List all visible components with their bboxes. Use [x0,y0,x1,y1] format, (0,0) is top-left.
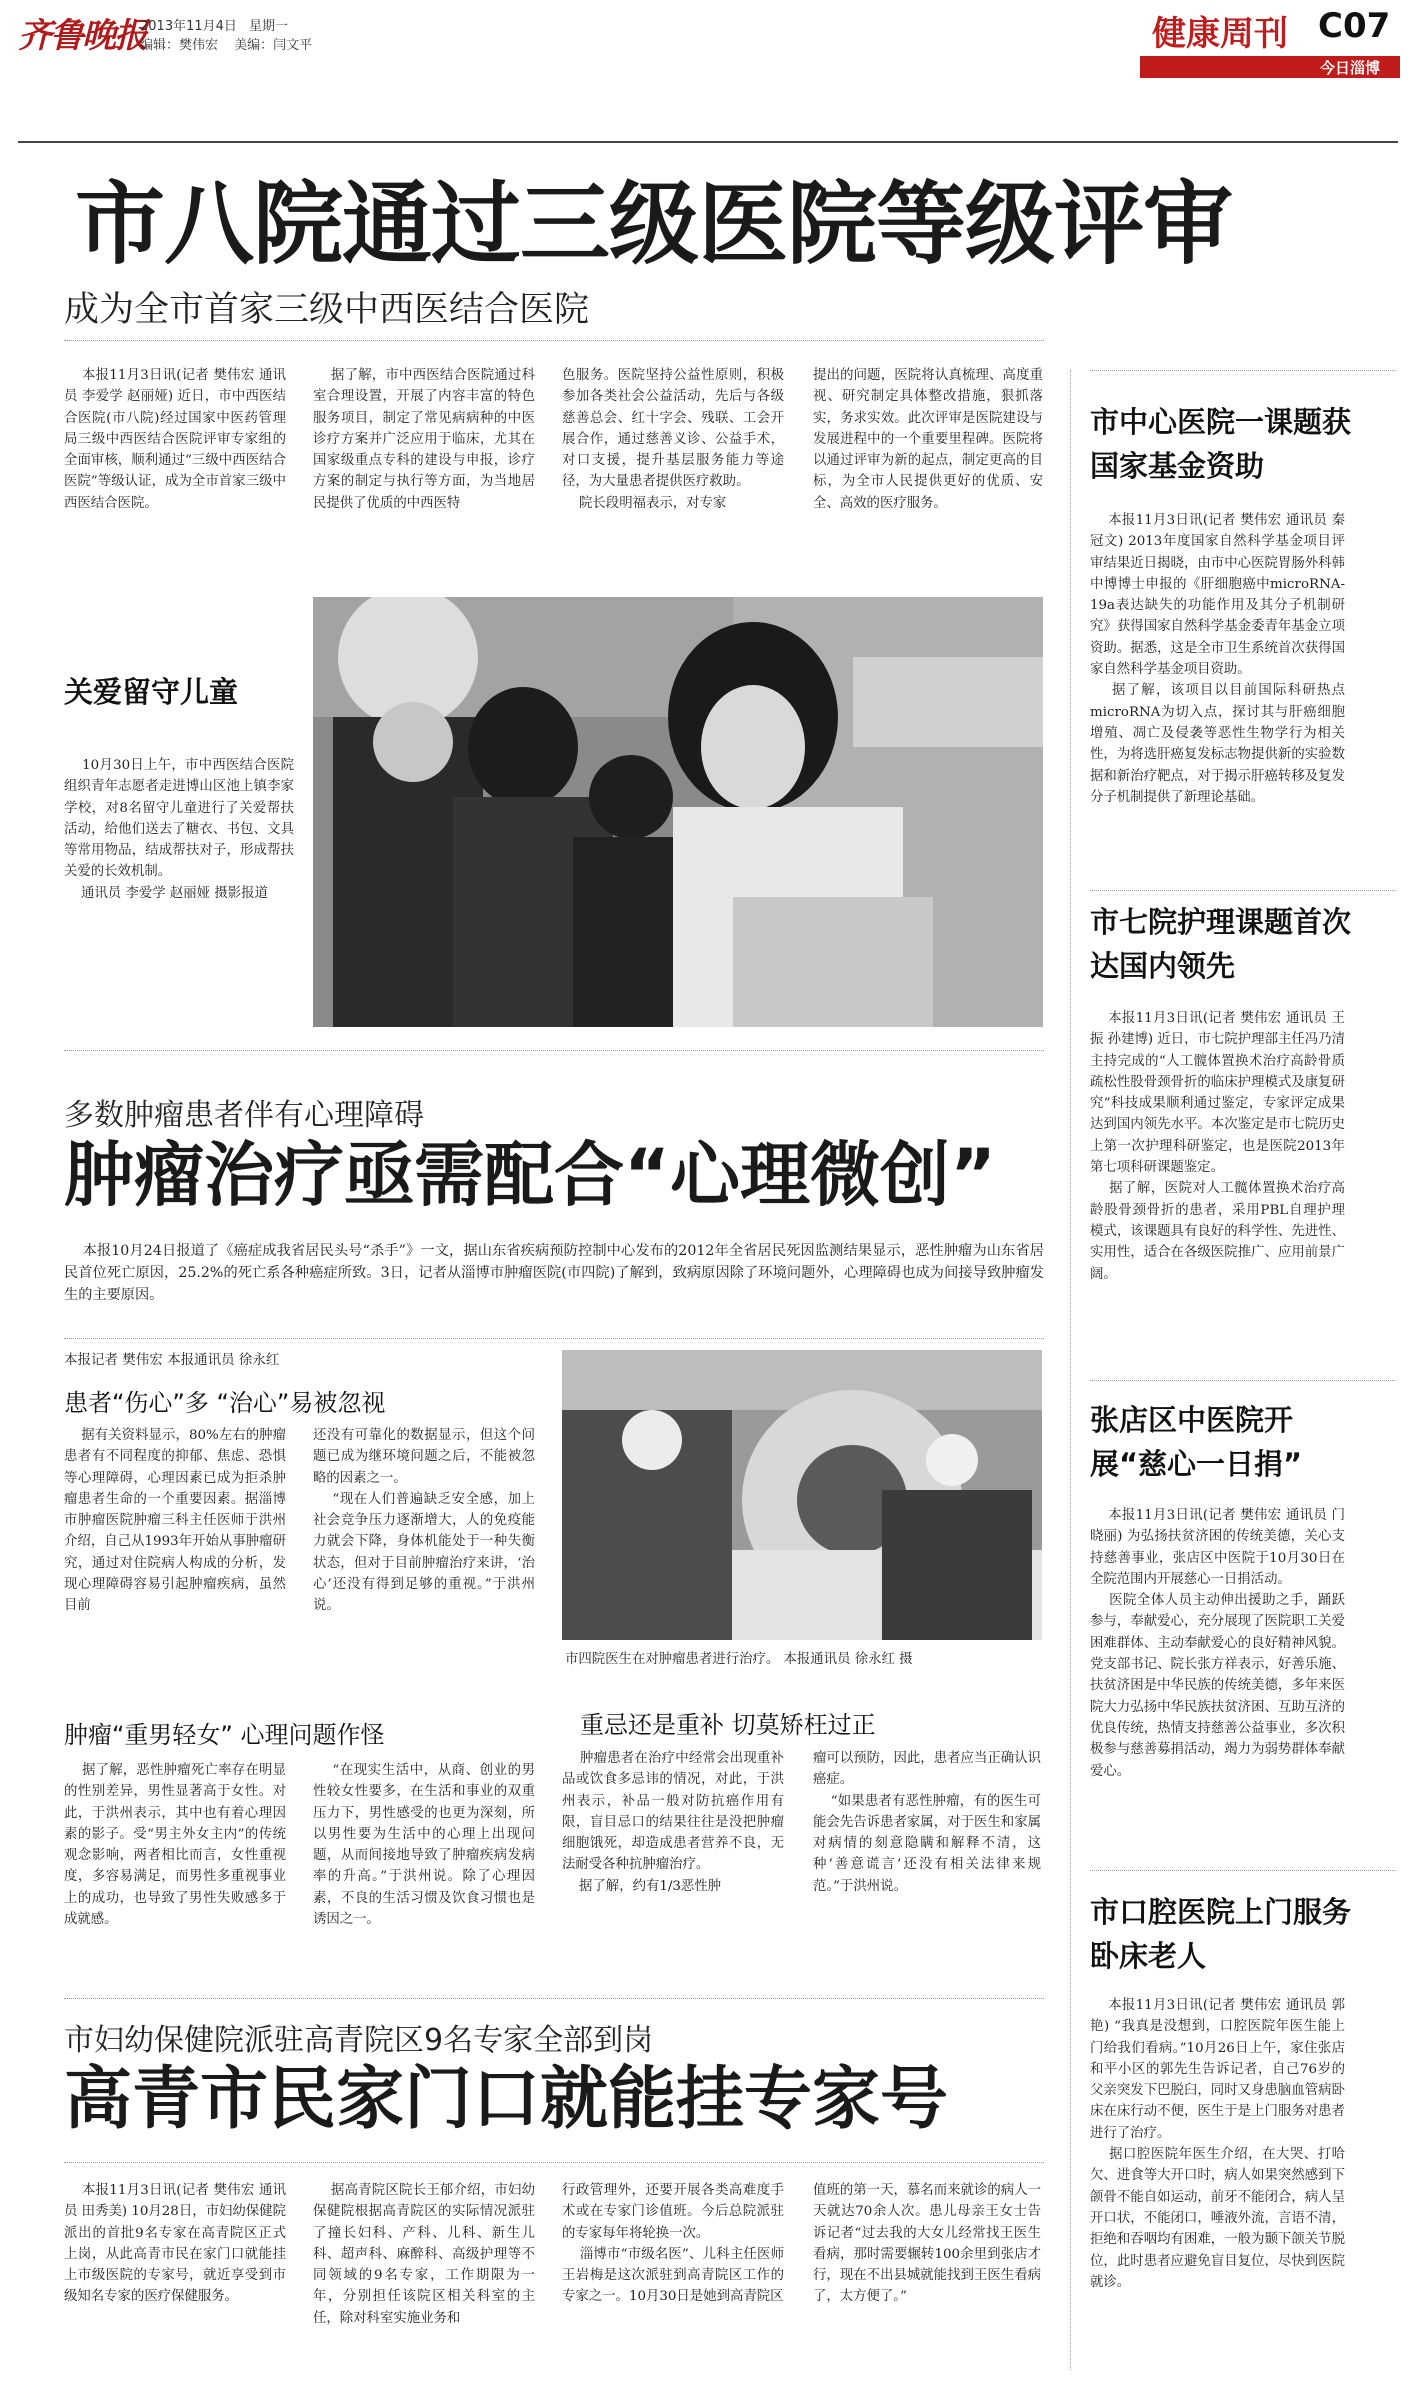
tumor-sub1-col-1: 据有关资料显示，80%左右的肿瘤患者有不同程度的抑郁、焦虑、恐惧等心理障碍，心理因素已成为拒杀肿瘤患者生命的一个重要因素。据淄博市肿瘤医院肿瘤三科主任医师于洪州介绍，自己从1993年开始从事肿瘤研究，通过对住院病人构成的分析，发现心理障碍容易引起肿瘤疾病，虽然目前 [64,1428,286,1614]
issue-date [140,15,288,34]
tumor-subhead-2: 肿瘤“重男轻女” 心理问题作怪 [64,1721,385,1749]
gaoqing-top-rule [64,1998,1044,1999]
masthead-logo: 齐鲁晚报 [18,16,146,56]
section-title: 健康周刊 [1152,14,1288,54]
issue-staff [140,34,312,53]
lead-col-2: 据了解，市中西医结合医院通过科室合理设置，开展了内容丰富的特色服务项目，制定了常见病病种的中医诊疗方案并广泛应用于临床，尤其在国家级重点专科的建设与申报，诊疗方案的制定与执行等方面，为当地居民提供了优质的中西医特 [313,368,535,511]
tumor-subhead-3: 重忌还是重补 切莫矫枉过正 [580,1711,876,1739]
sidebar-title-3: 张店区中医院开展“慈心一日捐” [1090,1403,1303,1481]
photo-illustration [313,597,1043,1027]
tumor-intro-rule [64,1338,1044,1339]
children-care-photo [313,597,1043,1027]
tumor-subhead-1: 患者“伤心”多 “治心”易被忽视 [64,1389,386,1417]
tumor-photo [562,1350,1042,1640]
tumor-photo-caption: 市四院医生在对肿瘤患者进行治疗。 本报通讯员 徐永红 摄 [565,1652,913,1667]
sidebar-title-1: 市中心医院一课题获国家基金资助 [1090,405,1352,483]
tumor-kicker: 多数肿瘤患者伴有心理障碍 [64,1098,424,1133]
lead-headline: 市八院通过三级医院等级评审 [75,172,1232,277]
sidebar-rule-2 [1090,890,1395,891]
children-care-title: 关爱留守儿童 [64,675,239,709]
gaoqing-col-3: 行政管理外，还要开展各类高难度手术或在专家门诊值班。今后总院派驻的专家每年将轮换一次。 淄博市“市级名医”、儿科主任医师王岩梅是这次派驻到高青院区工作的专家之一。10月30日是她到高青院区 [562,2183,784,2305]
tumor-intro: 本报10月24日报道了《癌症成我省居民头号“杀手”》一文，据山东省疾病预防控制中心发布的2012年全省居民死因监测结果显示，恶性肿瘤为山东省居民首位死亡原因，25.2%的死亡系各种癌症所致。3日，记者从淄博市肿瘤医院(市四院)了解到，致病原因除了环境问题外，心理障碍也成为间接导致肿瘤发生的主要原因。 [64,1243,1044,1303]
children-care-body: 10月30日上午，市中西医结合医院组织青年志愿者走进博山区池上镇李家学校，对8名留守儿童进行了关爱帮扶活动，给他们送去了糖衣、书包、文具等常用物品，结成帮扶对子，形成帮扶关爱的长效机制。 通讯员 李爱学 赵丽娅 摄影报道 [64,758,294,901]
lead-col-4: 提出的问题，医院将认真梳理、高度重视、研究制定具体整改措施，狠抓落实，务求实效。此次评审是医院建设与发展进程中的一个重要里程碑。医院将以通过评审为新的起点，制定更高的目标，为全市人民提供更好的优质、安全、高效的医疗服务。 [813,368,1043,511]
sidebar-title-2: 市七院护理课题首次达国内领先 [1090,905,1352,983]
gaoqing-col-2: 据高青院区院长王郁介绍，市妇幼保健院根据高青院区的实际情况派驻了撞长妇科、产科、儿科、新生儿科、超声科、麻醉科、高级护理等不同领域的9名专家，工作期限为一年，分别担任该院区相关科室的主任，除对科室实施业务和 [313,2183,535,2326]
gaoqing-headline: 高青市民家门口就能挂专家号 [64,2060,949,2139]
lead-bottom-rule [64,1050,1044,1051]
sidebar-rule-4 [1090,1870,1395,1871]
tumor-sub3-col-1: 肿瘤患者在治疗中经常会出现重补品或饮食多忌讳的情况，对此，于洪州表示，补品一般对防抗癌作用有限，盲目忌口的结果往往是没把肿瘤细胞饿死，却造成患者营养不良，无法耐受各种抗肿瘤治疗。 据了解，约有1/3恶性肿 [562,1751,784,1894]
gaoqing-mid-rule [64,2162,1044,2163]
issue-date-text: 2013年11月4日 [140,19,237,34]
issue-weekday: 星期一 [249,19,289,34]
gaoqing-col-1: 本报11月3日讯(记者 樊伟宏 通讯员 田秀美) 10月28日，市妇幼保健院派出的首批9名专家在高青院区正式上岗，从此高青市民在家门口就能挂上市级医院的专家号，就近享受到市级知名专家的医疗保健服务。 [64,2183,286,2305]
sidebar-body-4: 本报11月3日讯(记者 樊伟宏 通讯员 郭艳) “我真是没想到，口腔医院年医生能上门给我们看病。”10月26日上午，家住张店和平小区的郭先生告诉记者，自己76岁的父亲突发下巴脱臼，同时又身患脑血管病卧床在床行动不便，医生于是上门服务对患者进行了治疗。 据口腔医院年医生介绍，在大哭、打哈欠、进食等大开口时，病人如果突然感到下颌骨不能自如运动，前牙不能闭合，病人呈开口状，不能闭口，唾液外流，言语不清，拒绝和吞咽均有困难，一般为颞下颌关节脱位，此时患者应避免盲目复位，尽快到医院就诊。 [1090,1998,1345,2290]
tumor-sub2-col-2: “在现实生活中，从商、创业的男性较女性要多，在生活和事业的双重压力下，男性感受的也更为深刻，所以男性要为生活中的心理上出现问题，从而间接地导致了肿瘤疾病发病率的升高。”于洪州说。除了心理因素，不良的生活习惯及饮食习惯也是诱因之一。 [313,1763,535,1928]
tumor-sub3-col-2: 瘤可以预防，因此，患者应当正确认识癌症。 “如果患者有恶性肿瘤，有的医生可能会先告诉患者家属，对于医生和家属对病情的刻意隐瞒和解释不清，这种‘善意谎言’还没有相关法律来规范。”于洪州说。 [813,1751,1041,1894]
edition-label: 今日淄博 [1319,59,1380,77]
sidebar-body-3: 本报11月3日讯(记者 樊伟宏 通讯员 门晓丽) 为弘扬扶贫济困的传统美德，关心支持慈善事业，张店区中医院于10月30日在全院范围内开展慈心一日捐活动。 医院全体人员主动伸出援助之手，踊跃参与，奉献爱心，充分展现了医院职工关爱困难群体、主动奉献爱心的良好精神风貌。党支部书记、院长张方祥表示，好善乐施、扶贫济困是中华民族的传统美德，多年来医院大力弘扬中华民族扶贫济困、互助互济的优良传统，热情支持慈善公益事业，多次积极参与慈善募捐活动，竭力为弱势群体奉献爱心。 [1090,1508,1345,1779]
editor-credit: 编辑：樊伟宏 [140,38,219,53]
lead-subhead: 成为全市首家三级中西医结合医院 [64,290,590,330]
gaoqing-col-4: 值班的第一天，慕名而来就诊的病人一天就达70余人次。患儿母亲王女士告诉记者“过去我的大女儿经常找王医生看病，那时需要辗转100余里到张店才行，现在不出县城就能找到王医生看病了，太方便了。” [813,2183,1041,2305]
tumor-headline: 肿瘤治疗亟需配合“心理微创” [64,1134,997,1216]
lead-top-rule [64,340,1044,341]
tumor-sub2-col-1: 据了解，恶性肿瘤死亡率存在明显的性别差异，男性显著高于女性。对此，于洪州表示，其中也有着心理因素的影子。受“男主外女主内”的传统观念影响，两者相比而言，女性重视度，多容易满足，而男性多重视事业上的成功，也导致了男性失败感多于成就感。 [64,1763,286,1928]
lead-col-3: 色服务。医院坚持公益性原则，积极参加各类社会公益活动，先后与各级慈善总会、红十字会、残联、工会开展合作，通过慈善义诊、公益手术，对口支援，提升基层服务能力等途径，为大量患者提供医疗救助。 院长段明福表示，对专家 [562,368,784,511]
page-number: C07 [1318,6,1391,46]
sidebar-rule-3 [1090,1380,1395,1381]
designer-credit: 美编：闫文平 [234,38,313,53]
sidebar-title-4: 市口腔医院上门服务卧床老人 [1090,1895,1352,1973]
photo-illustration [562,1350,1042,1640]
sidebar-divider [1070,370,1071,2370]
lead-col-1: 本报11月3日讯(记者 樊伟宏 通讯员 李爱学 赵丽娅) 近日，市中西医结合医院(市八院)经过国家中医药管理局三级中西医结合医院评审专家组的全面审核，顺利通过“三级中西医结合医院”等级认证，成为全市首家三级中西医结合医院。 [64,368,286,511]
sidebar-body-2: 本报11月3日讯(记者 樊伟宏 通讯员 王振 孙建博) 近日，市七院护理部主任冯乃清主持完成的“人工髋体置换术治疗高龄骨质疏松性股骨颈骨折的临床护理模式及康复研究”科技成果顺利通过鉴定，专家评定成果达到国内领先水平。本次鉴定是市七院历史上第一次护理科研鉴定，也是医院2013年第七项科研课题鉴定。 据了解，医院对人工髋体置换术治疗高龄股骨颈骨折的患者，采用PBL自理护理模式，该课题具有良好的科学性、先进性、实用性，适合在各级医院推广、应用前景广阔。 [1090,1011,1345,1282]
header-rule [18,141,1398,143]
tumor-sub1-col-2: 还没有可靠化的数据显示，但这个问题已成为继环境问题之后，不能被忽略的因素之一。 “现在人们普遍缺乏安全感，加上社会竞争压力逐渐增大，人的免疫能力就会下降，身体机能处于一种失衡状态，但对于目前肿瘤治疗来讲，‘治心’还没有得到足够的重视。”于洪州说。 [313,1428,535,1614]
gaoqing-kicker: 市妇幼保健院派驻高青院区9名专家全部到岗 [64,2023,654,2058]
tumor-byline: 本报记者 樊伟宏 本报通讯员 徐永红 [64,1352,280,1368]
sidebar-rule-1 [1090,370,1395,371]
sidebar-body-1: 本报11月3日讯(记者 樊伟宏 通讯员 秦冠文) 2013年度国家自然科学基金项目评审结果近日揭晓，由市中心医院胃肠外科韩中博博士申报的《肝细胞癌中microRNA-19a表达缺失的功能作用及其分子机制研究》获得国家自然科学基金委青年基金立项资助。据悉，这是全市卫生系统首次获得国家自然科学基金项目资助。 据了解，该项目以目前国际科研热点microRNA为切入点，探讨其与肝癌细胞增殖、凋亡及侵袭等恶性生物学行为相关性，为将选肝癌复发标志物提供新的实验数据和新治疗靶点，对于揭示肝癌转移及复发分子机制提供了新理论基础。 [1090,513,1345,805]
